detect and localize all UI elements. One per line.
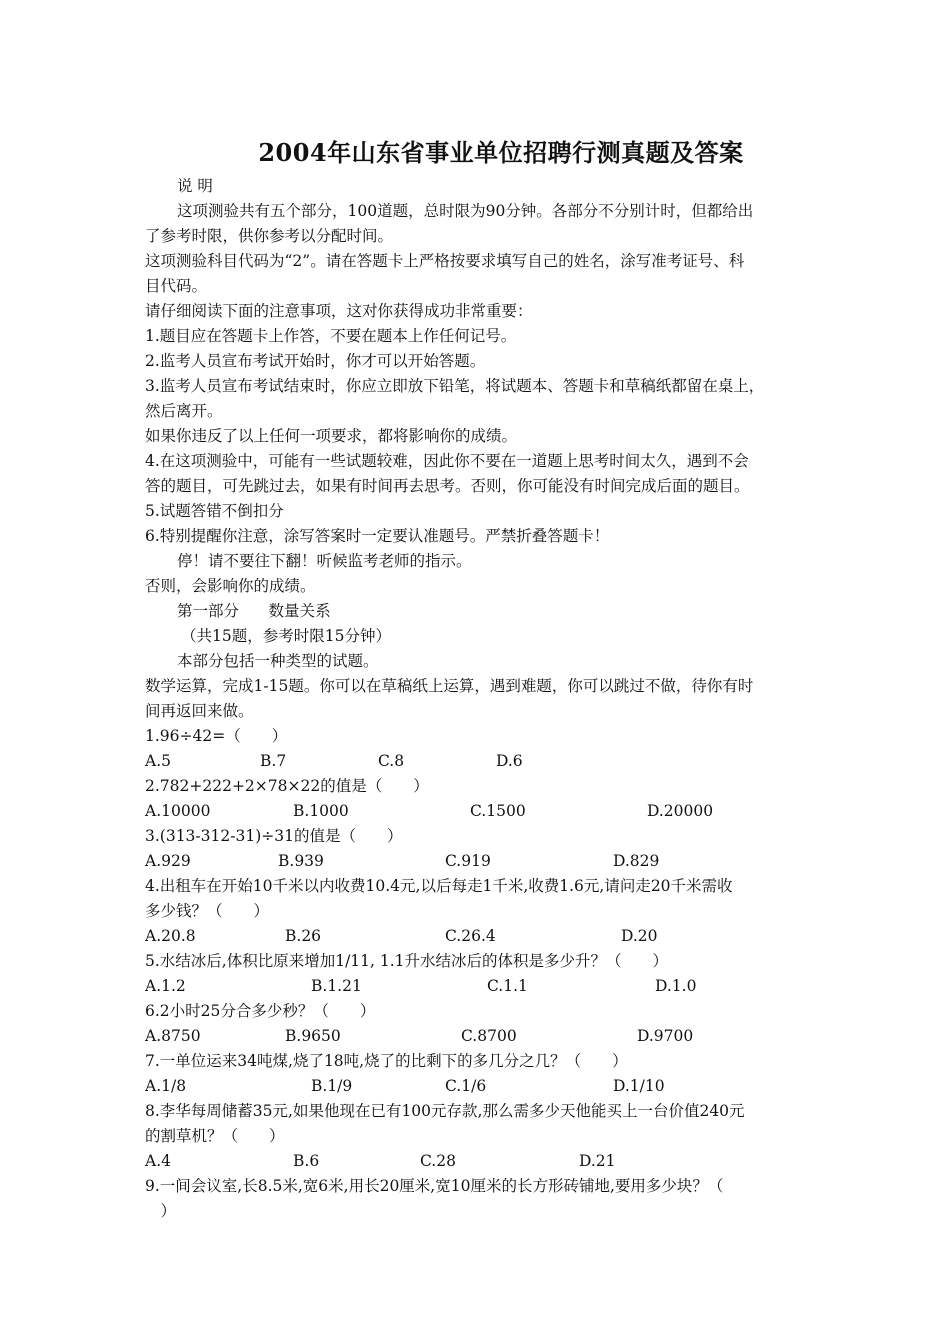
answer-option: B.6: [293, 1152, 320, 1170]
question-list: [145, 724, 815, 1224]
stop-notice: 否则，会影响你的成绩。: [145, 577, 316, 595]
answer-options: [145, 1074, 815, 1099]
section-subheading: （共15题，参考时限15分钟）: [181, 627, 391, 645]
answer-option: D.20000: [647, 802, 714, 820]
question-text: 3.(313-312-31)÷31的值是（ ）: [145, 827, 403, 845]
answer-option: B.26: [285, 927, 322, 945]
answer-option: D.9700: [637, 1027, 694, 1045]
intro-paragraph-line: 这项测验共有五个部分，100道题，总时限为90分钟。各部分不分别计时，但都给出: [177, 202, 754, 220]
answer-option: D.1/10: [613, 1077, 665, 1095]
question-text: 9.一间会议室,长8.5米,宽6米,用长20厘米,宽10厘米的长方形砖铺地,要用多少块？（: [145, 1177, 724, 1195]
answer-options: [145, 849, 815, 874]
answer-options: [145, 974, 815, 999]
question-text: 的割草机？（ ）: [145, 1127, 285, 1145]
question-text: 1.96÷42=（ ）: [145, 727, 288, 745]
answer-option: D.829: [613, 852, 660, 870]
section-instruction: 数学运算，完成1-15题。你可以在草稿纸上运算，遇到难题，你可以跳过不做，待你有时: [145, 677, 754, 695]
answer-option: A.1.2: [145, 977, 186, 995]
answer-option: B.1000: [293, 802, 349, 820]
notice-item: 1.题目应在答题卡上作答，不要在题本上作任何记号。: [145, 327, 517, 345]
answer-option: C.26.4: [445, 927, 496, 945]
answer-option: C.1500: [470, 802, 526, 820]
answer-option: A.5: [145, 752, 171, 770]
question-text: 6.2小时25分合多少秒？（ ）: [145, 1002, 376, 1020]
section-description: 本部分包括一种类型的试题。: [177, 652, 379, 670]
section-instruction: 间再返回来做。: [145, 702, 254, 720]
answer-options: [145, 749, 815, 774]
notice-item: 然后离开。: [145, 402, 223, 420]
answer-option: B.9650: [285, 1027, 341, 1045]
notice-item: 2.监考人员宣布考试开始时，你才可以开始答题。: [145, 352, 486, 370]
answer-options: [145, 924, 815, 949]
answer-option: B.1/9: [311, 1077, 353, 1095]
question-text: 8.李华每周储蓄35元,如果他现在已有100元存款,那么需多少天他能买上一台价值240元: [145, 1102, 745, 1120]
answer-option: D.21: [579, 1152, 616, 1170]
question-text: ）: [145, 1202, 177, 1220]
answer-option: A.1/8: [145, 1077, 187, 1095]
section-heading: 第一部分 数量关系: [177, 602, 331, 620]
answer-option: A.20.8: [145, 927, 196, 945]
question-text: 5.水结冰后,体积比原来增加1/11, 1.1升水结冰后的体积是多少升？（ ）: [145, 952, 669, 970]
answer-option: C.8700: [461, 1027, 517, 1045]
notice-item: 6.特别提醒你注意，涂写答案时一定要认准题号。严禁折叠答题卡！: [145, 527, 610, 545]
stop-notice: 停！请不要往下翻！听候监考老师的指示。: [177, 552, 472, 570]
answer-options: [145, 799, 815, 824]
answer-options: [145, 1149, 815, 1174]
notice-item: 5.试题答错不倒扣分: [145, 502, 284, 520]
answer-option: D.20: [621, 927, 658, 945]
notice-warning: 如果你违反了以上任何一项要求，都将影响你的成绩。: [145, 427, 518, 445]
answer-option: C.8: [378, 752, 405, 770]
answer-options: [145, 1024, 815, 1049]
question-text: 4.出租车在开始10千米以内收费10.4元,以后每走1千米,收费1.6元,请问走20千米需收: [145, 877, 733, 895]
intro-heading: 说 明: [177, 177, 213, 195]
intro-paragraph-line: 这项测验科目代码为“2”。请在答题卡上严格按要求填写自己的姓名，涂写准考证号、科: [145, 252, 745, 270]
answer-option: B.1.21: [311, 977, 362, 995]
answer-option: A.4: [145, 1152, 171, 1170]
question-text: 7.一单位运来34吨煤,烧了18吨,烧了的比剩下的多几分之几？（ ）: [145, 1052, 628, 1070]
question-text: 多少钱？（ ）: [145, 902, 270, 920]
intro-paragraph-line: 了参考时限，供你参考以分配时间。: [145, 227, 394, 245]
notice-item: 答的题目，可先跳过去，如果有时间再去思考。否则，你可能没有时间完成后面的题目。: [145, 477, 750, 495]
answer-option: C.28: [420, 1152, 456, 1170]
intro-paragraph-line: 请仔细阅读下面的注意事项，这对你获得成功非常重要：: [145, 302, 533, 320]
answer-option: B.939: [278, 852, 324, 870]
question-text: 2.782+222+2×78×22的值是（ ）: [145, 777, 429, 795]
answer-option: B.7: [260, 752, 287, 770]
document-body: [145, 174, 815, 1224]
answer-option: A.10000: [145, 802, 211, 820]
answer-option: D.1.0: [655, 977, 697, 995]
answer-option: C.919: [445, 852, 491, 870]
answer-option: A.8750: [145, 1027, 201, 1045]
intro-paragraph-line: 目代码。: [145, 277, 208, 295]
answer-option: D.6: [496, 752, 523, 770]
document-title: 2004年山东省事业单位招聘行测真题及答案: [258, 138, 744, 167]
answer-option: C.1/6: [445, 1077, 487, 1095]
answer-option: C.1.1: [487, 977, 528, 995]
notice-item: 4.在这项测验中，可能有一些试题较难，因此你不要在一道题上思考时间太久，遇到不会: [145, 452, 749, 470]
notice-item: 3.监考人员宣布考试结束时，你应立即放下铅笔，将试题本、答题卡和草稿纸都留在桌上，: [145, 377, 765, 395]
answer-option: A.929: [145, 852, 191, 870]
